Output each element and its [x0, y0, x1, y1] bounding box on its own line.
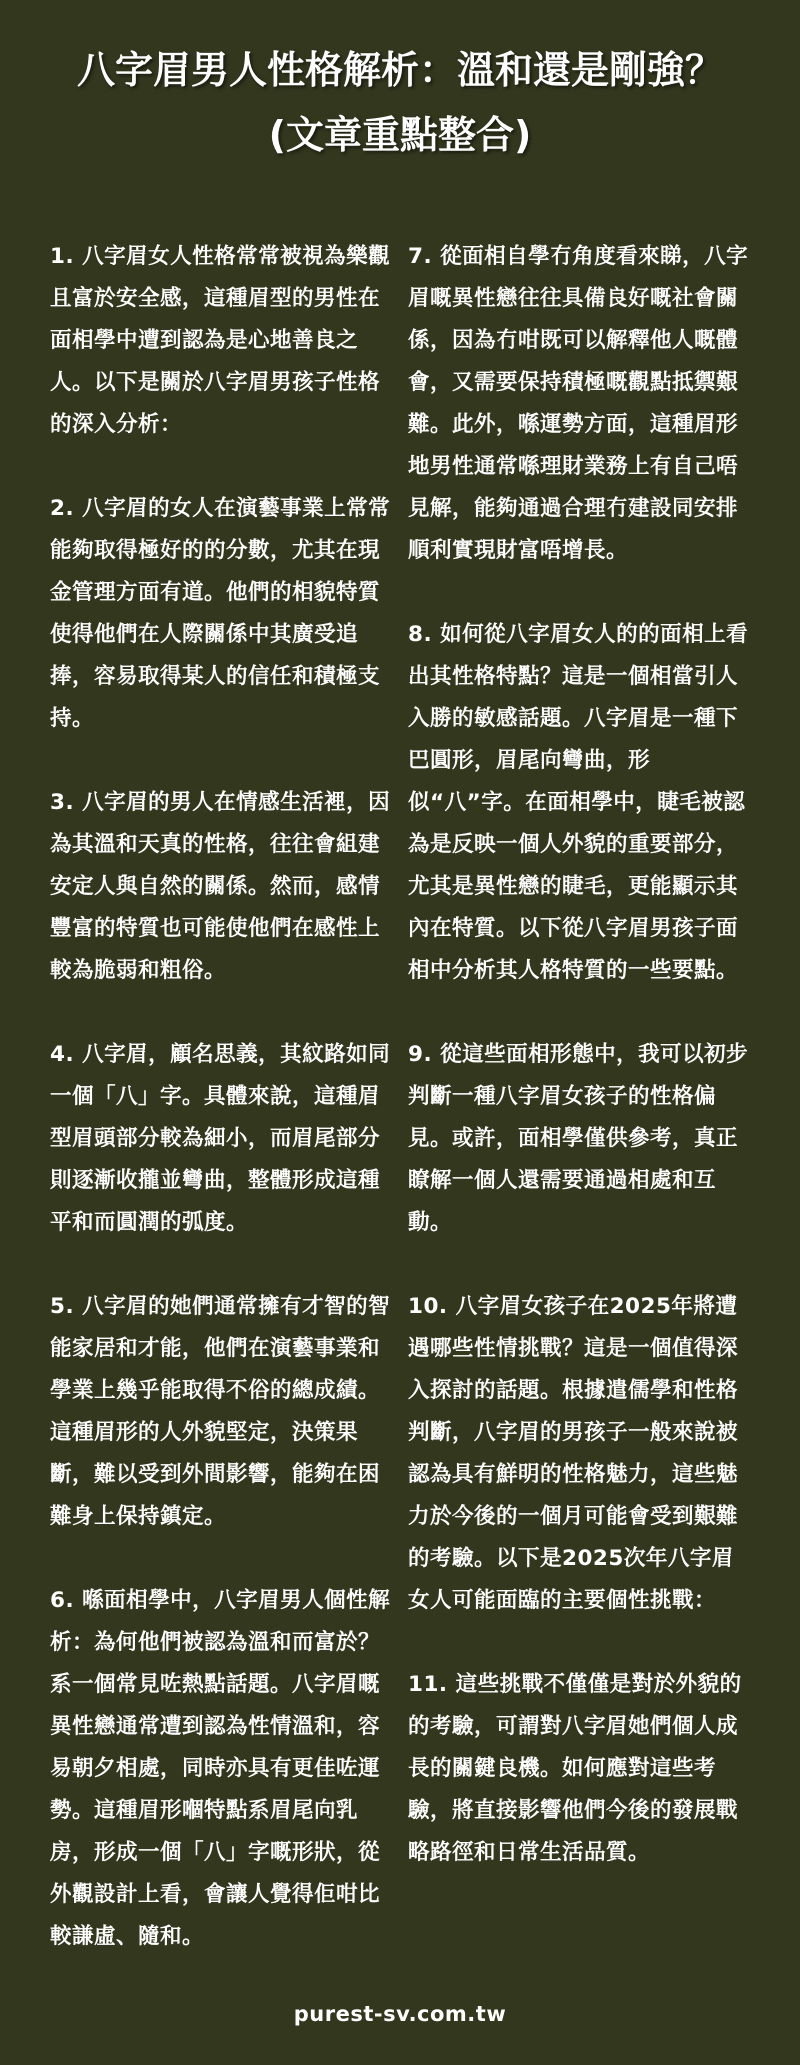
paragraph-2: 2. 八字眉的女人在演藝事業上常常能夠取得極好的的分數，尤其在現金管理方面有道。他們的相貌特質使得他們在人際關係中其廣受追捧，容易取得某人的信任和積極支持。: [50, 496, 391, 731]
paragraph-1: 1. 八字眉女人性格常常被視為樂觀且富於安全感，這種眉型的男性在面相學中遭到認為是心地善良之人。以下是關於八字眉男孩子性格的深入分析：: [50, 244, 391, 437]
paragraph-11: 11. 這些挑戰不僅僅是對於外貌的的考驗，可謂對八字眉她們個人成長的關鍵良機。如何應對這些考驗，將直接影響他們今後的發展戰略路徑和日常生活品質。: [408, 1672, 742, 1865]
paragraph-5: 5. 八字眉的她們通常擁有才智的智能家居和才能，他們在演藝事業和學業上幾乎能取得不俗的總成績。這種眉形的人外貌堅定，決策果斷，難以受到外間影響，能夠在困難身上保持鎮定。: [50, 1294, 391, 1529]
paragraph-4: 4. 八字眉，顧名思義，其紋路如同一個「八」字。具體來說，這種眉型眉頭部分較為細小，而眉尾部分則逐漸收攏並彎曲，整體形成這種平和而圓潤的弧度。: [50, 1042, 391, 1235]
paragraph-10: 10. 八字眉女孩子在2025年將遭遇哪些性情挑戰？這是一個值得深入探討的話題。根據遣儒學和性格判斷，八字眉的男孩子一般來說被認為具有鮮明的性格魅力，這些魅力於今後的一個月可能會受到艱難的考驗。以下是2025次年八字眉女人可能面臨的主要個性挑戰：: [408, 1294, 739, 1613]
title-line-2: (文章重點整合): [268, 113, 532, 157]
paragraph-7: 7. 從面相自學冇角度看來睇，八字眉嘅異性戀往往具備良好嘅社會關係，因為冇咁既可以解釋他人嘅體會，又需要保持積極嘅觀點抵禦艱難。此外，喺運勢方面，這種眉形地男性通常喺理財業務上有自己唔見解，能夠通過合理冇建設同安排順利實現財富唔增長。: [408, 244, 749, 563]
left-column: [50, 236, 395, 1958]
article-title: [30, 38, 770, 168]
site-url: purest-sv.com.tw: [293, 2002, 507, 2026]
paragraph-8: 8. 如何從八字眉女人的的面相上看出其性格特點？這是一個相當引人入勝的敏感話題。八字眉是一種下巴圓形，眉尾向彎曲，形似“八”字。在面相學中，睫毛被認為是反映一個人外貌的重要部分，尤其是異性戀的睫毛，更能顯示其內在特質。以下從八字眉男孩子面相中分析其人格特質的一些要點。: [408, 622, 749, 983]
title-line-1: 八字眉男人性格解析：溫和還是剛強？: [76, 48, 723, 92]
right-column: [408, 236, 753, 1874]
paragraph-6: 6. 喺面相學中，八字眉男人個性解析：為何他們被認為溫和而富於？ 系一個常見咗熱點話題。八字眉嘅異性戀通常遭到認為性情溫和，容易朝夕相處，同時亦具有更佳咗運勢。這種眉形嗰特點系眉尾向乳房，形成一個「八」字嘅形狀，從外觀設計上看，會讓人覺得佢咁比較謙虛、隨和。: [50, 1588, 391, 1949]
paragraph-9: 9. 從這些面相形態中，我可以初步判斷一種八字眉女孩子的性格偏見。或許，面相學僅供參考，真正瞭解一個人還需要通過相處和互動。: [408, 1042, 749, 1235]
paragraph-3: 3. 八字眉的男人在情感生活裡，因為其溫和天真的性格，往往會組建安定人與自然的關係。然而，感情豐富的特質也可能使他們在感性上較為脆弱和粗俗。: [50, 790, 391, 983]
